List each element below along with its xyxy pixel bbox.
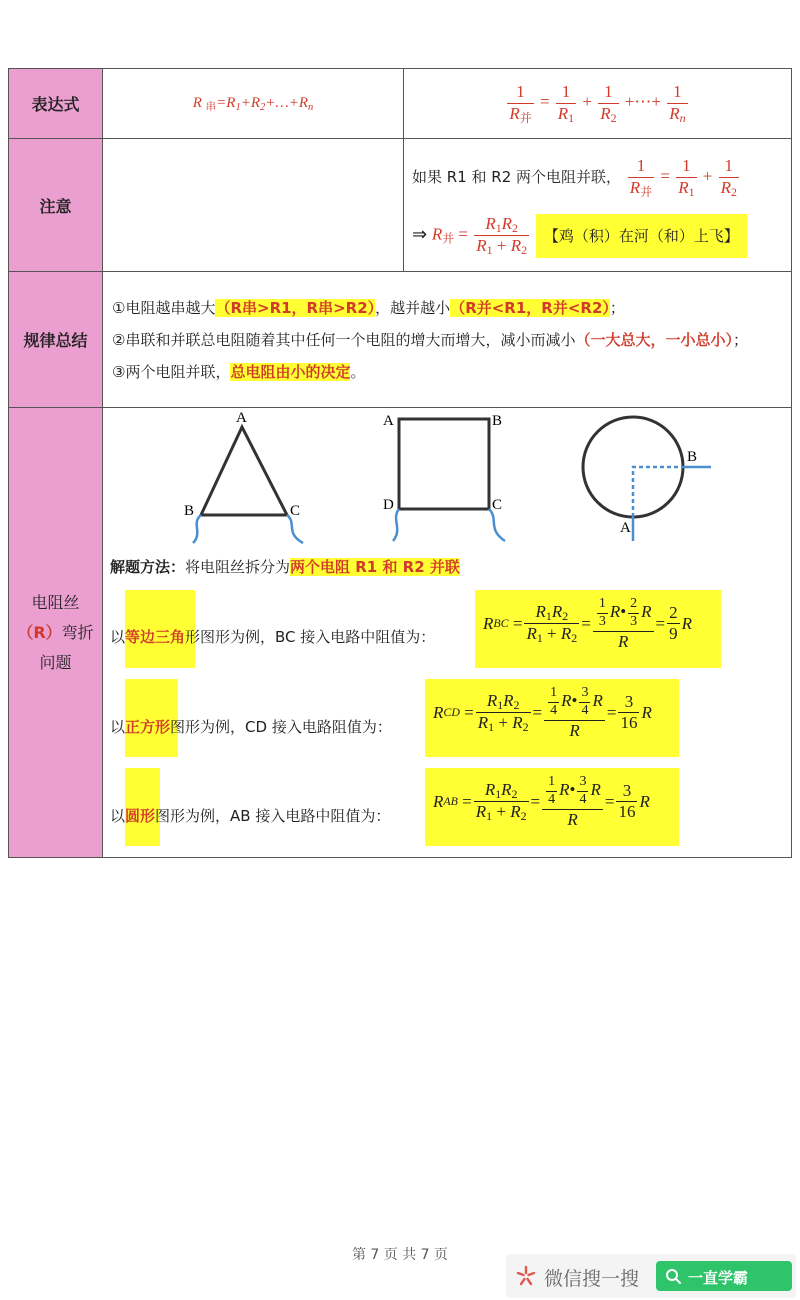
- rules-header: 规律总结: [9, 272, 103, 408]
- wechat-search-label: 微信搜一搜: [544, 1268, 640, 1290]
- triangle-figure: [175, 405, 315, 550]
- lead-wire: [393, 509, 399, 541]
- expression-row: [9, 69, 792, 139]
- page-number: 第 7 页 共 7 页: [351, 1247, 449, 1263]
- square-figure: [375, 405, 515, 550]
- note-row: [9, 139, 792, 272]
- example-circle: 以圆形图形为例，AB 接入电路中阻值为：: [110, 807, 391, 825]
- vertex-label-b: B: [184, 503, 195, 519]
- vertex-label-a: A: [383, 413, 394, 429]
- point-label-b: B: [687, 449, 698, 465]
- rule-3: ③两个电阻并联，总电阻由小的决定。: [112, 362, 366, 381]
- rule-1: ①电阻越串越大（R串>R1，R串>R2），越并越小（R并<R1，R并<R2）；: [112, 298, 625, 317]
- square-shape: [399, 419, 489, 509]
- series-formula: R $_串=R_1+R_2+\dots+R_n$: [103, 69, 404, 139]
- circle-result-formula: R AB = $\frac{R_1R_2}{R_1 + R_2}$ = $\frac{1}{4}$ R• $\frac{3}{4}$ R R = $\frac{3}{16}$ R: [425, 768, 679, 846]
- triangle-shape: [201, 427, 287, 515]
- search-button-label: 一直学霸: [688, 1269, 749, 1287]
- product-over-sum-formula: $R_并$ = $\frac{R_1R_2}{R_1 + R_2}$: [431, 213, 528, 257]
- rules-content: [103, 272, 792, 408]
- wechat-search-icon: [514, 1264, 538, 1288]
- note-header: 注意: [9, 139, 103, 272]
- search-icon: [665, 1268, 682, 1285]
- vertex-label-b: B: [492, 413, 503, 429]
- rules-row: [9, 272, 792, 408]
- vertex-label-c: C: [290, 503, 301, 519]
- lead-wire: [287, 515, 303, 543]
- mnemonic-badge: 【鸡（积）在河（和）上飞】: [536, 214, 747, 258]
- method-line: 解题方法：将电阻丝拆分为两个电阻 R1 和 R2 并联: [110, 558, 460, 576]
- example-triangle: 以等边三角形图形为例，BC 接入电路中阻值为：: [110, 628, 436, 646]
- lead-wire: [193, 515, 201, 543]
- two-resistor-formula: $\frac{1}{R_并}$ = $\frac{1}{R_1}$ + $\frac{1}{R_2}$: [629, 156, 737, 199]
- circle-figure: [575, 405, 725, 550]
- vertex-label-a: A: [236, 410, 247, 426]
- rule-2: ②串联和并联总电阻随着其中任何一个电阻的增大而增大，减小而减小（一大总大，一小总小）；: [112, 330, 748, 349]
- note-empty-cell: [103, 139, 404, 272]
- expression-header: 表达式: [9, 69, 103, 139]
- point-label-a: A: [620, 520, 631, 536]
- wechat-search-bar[interactable]: [506, 1254, 796, 1298]
- note-line-2: ⇒ $R_并$ = $\frac{R_1R_2}{R_1 + R_2}$ 【鸡（积）在河（和）上飞】: [412, 207, 783, 263]
- wire-header: 电阻丝 （R）弯折 问题: [9, 408, 103, 858]
- note-content: [404, 139, 792, 272]
- search-button[interactable]: [656, 1261, 792, 1291]
- note-line-1: 如果 R1 和 R2 两个电阻并联， $\frac{1}{R_并}$ = $\frac{1}{R_1}$ + $\frac{1}{R_2}$: [412, 147, 783, 207]
- vertex-label-d: D: [383, 497, 394, 513]
- example-square: 以正方形图形为例，CD 接入电路阻值为：: [110, 718, 392, 736]
- vertex-label-c: C: [492, 497, 503, 513]
- triangle-result-formula: R BC = $\frac{R_1R_2}{R_1 + R_2}$ = $\frac{1}{3}$ R• $\frac{2}{3}$ R R = $\frac{2}{9}$ R: [475, 590, 721, 668]
- square-result-formula: R CD = $\frac{R_1R_2}{R_1 + R_2}$ = $\frac{1}{4}$ R• $\frac{3}{4}$ R R = $\frac{3}{16}$ R: [425, 679, 679, 757]
- lead-wire: [489, 509, 505, 541]
- parallel-formula: $\frac{1}{R_并}$ = $\frac{1}{R_1}$ + $\frac{1}{R_2}$ +⋯+ $\frac{1}{R_n}$: [404, 69, 792, 139]
